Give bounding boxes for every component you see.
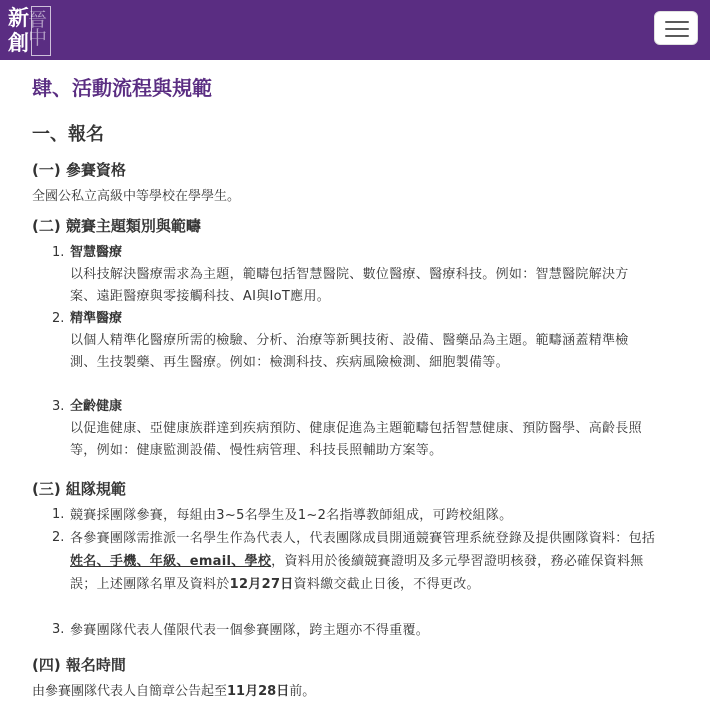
logo-seal [28,6,51,56]
theme-item-number: 2. [52,311,65,326]
team-rules-title: (三) 組隊規範 [32,480,126,498]
rule-2-text-mid: ，資料用於後續競賽證明及多元學習證明核發，務必確保資料無誤；上述團隊名單及資料於 [70,554,644,592]
page-title: 肆、活動流程與規範 [32,76,212,100]
section-title-registration: 一、報名 [32,124,104,145]
menu-toggle-button[interactable] [654,11,698,45]
rule-2-text-pre: 各參賽團隊需推派一名學生作為代表人，代表團隊成員開通競賽管理系統登錄及提供團隊資料：包括 [70,531,656,546]
theme-item-title: 精準醫療 [70,311,123,326]
rule-text [70,527,656,596]
registration-deadline: 11月28日 [227,684,290,699]
theme-item-title: 全齡健康 [70,399,123,414]
rule-number: 2. [52,530,65,545]
registration-time-title: (四) 報名時間 [32,656,126,674]
theme-item-number: 3. [52,399,65,414]
top-navbar [0,0,710,60]
registration-time-text [32,681,315,703]
rule-2-text-post: 資料繳交截止日後，不得更改。 [293,577,480,592]
required-fields-emphasis: 姓名、手機、年級、email、學校 [70,554,272,569]
eligibility-text: 全國公私立高級中等學校在學學生。 [32,189,241,204]
eligibility-title: (一) 參賽資格 [32,161,126,179]
registration-time-post: 前。 [289,684,316,699]
site-logo[interactable] [6,3,52,57]
rule-number: 1. [52,507,65,522]
logo-char-1: 新 [8,5,29,30]
theme-item-number: 1. [52,245,65,260]
rule-text: 競賽採團隊參賽，每組由3~5名學生及1~2名指導教師組成，可跨校組隊。 [70,508,513,523]
rule-text: 參賽團隊代表人僅限代表一個參賽團隊，跨主題亦不得重覆。 [70,623,430,638]
registration-time-pre: 由參賽團隊代表人自簡章公告起至 [32,684,228,699]
themes-title: (二) 競賽主題類別與範疇 [32,217,201,235]
theme-item-desc: 以促進健康、亞健康族群達到疾病預防、健康促進為主題範疇包括智慧健康、預防醫學、高齡長照等，例如：健康監測設備、慢性病管理、科技長照輔助方案等。 [70,421,642,458]
theme-item-desc: 以個人精準化醫療所需的檢驗、分析、治療等新興技術、設備、醫藥品為主題。範疇涵蓋精準檢測、生技製藥、再生醫療。例如：檢測科技、疾病風險檢測、細胞製備等。 [70,333,629,370]
rule-number: 3. [52,622,65,637]
logo-char-2: 創 [8,30,29,55]
theme-item-title: 智慧醫療 [70,245,123,260]
seal-char-2: 中 [28,27,48,49]
theme-item-desc: 以科技解決醫療需求為主題，範疇包括智慧醫院、數位醫療、醫療科技。例如：智慧醫院解決方案、遠距醫療與零接觸科技、AI與IoT應用。 [70,267,629,304]
deadline-date: 12月27日 [229,577,294,592]
seal-char-1: 晉 [28,9,48,31]
